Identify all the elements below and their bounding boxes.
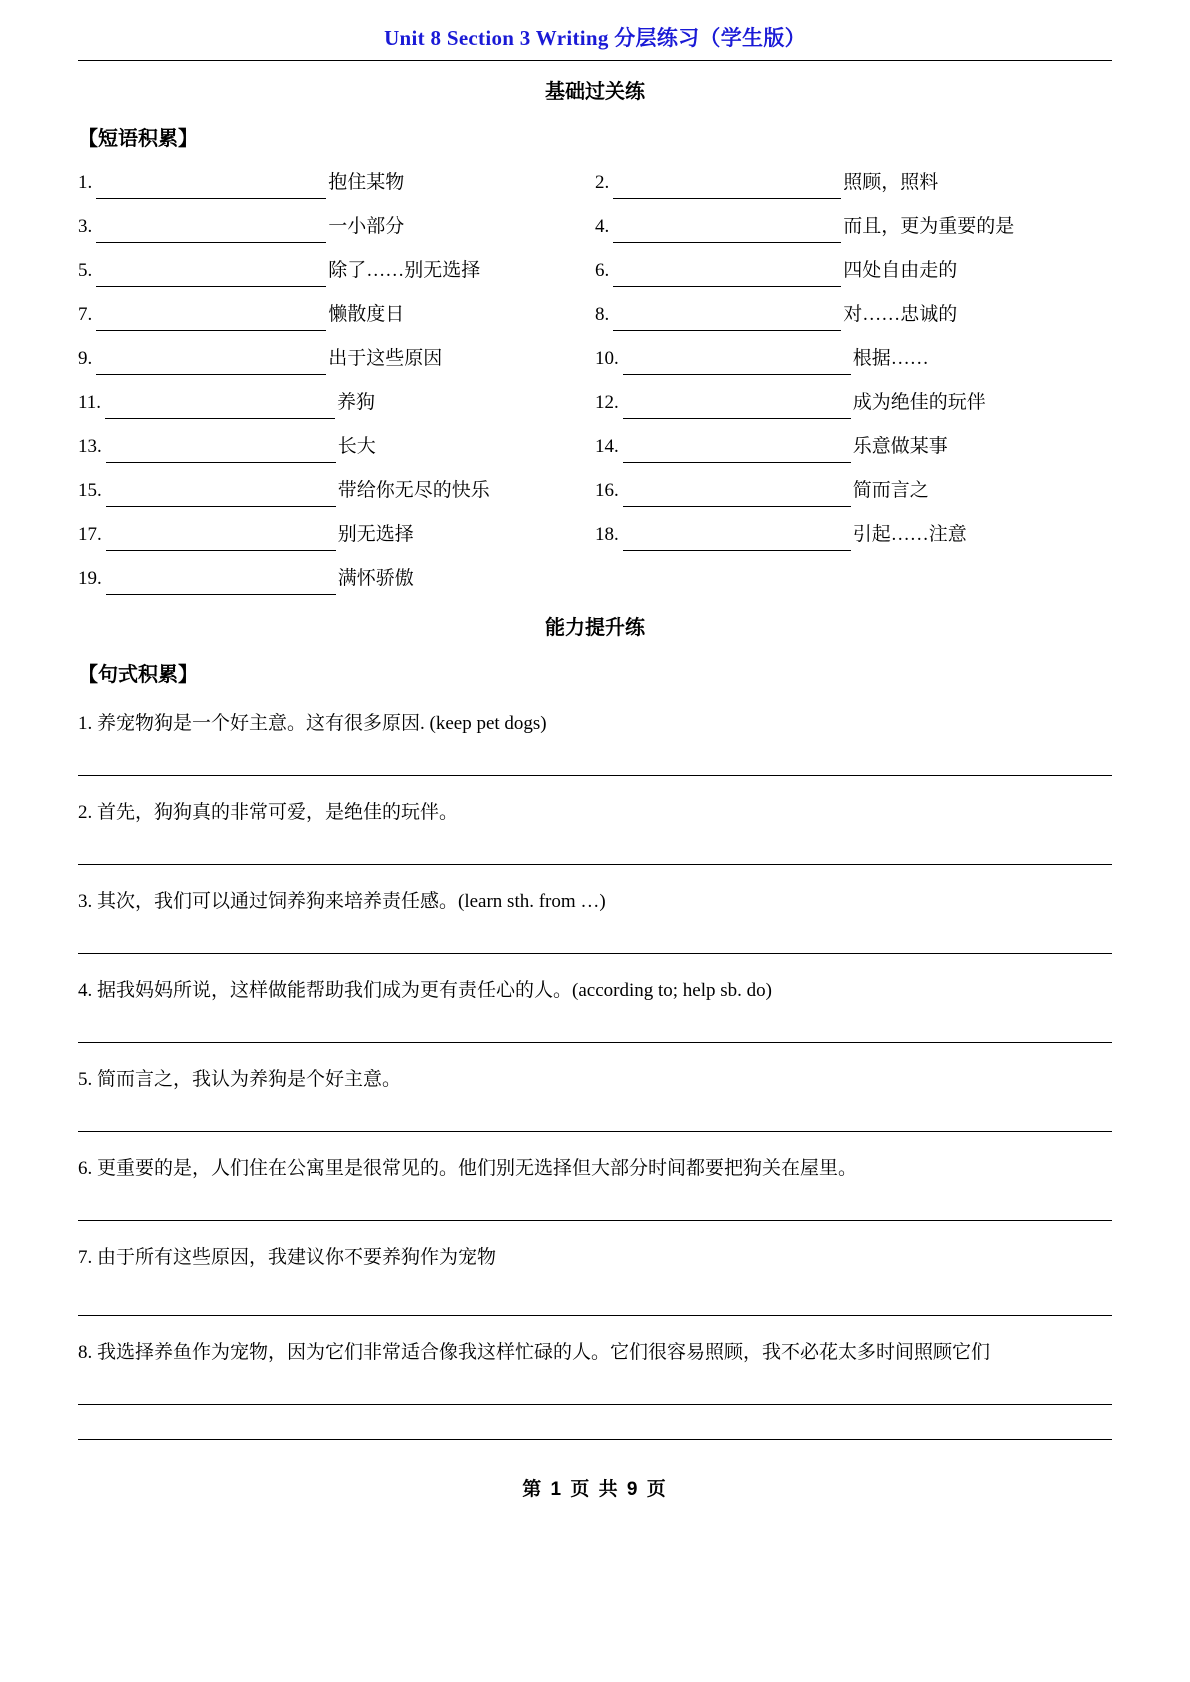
- phrase-chinese: 长大: [337, 436, 376, 457]
- section-heading-basic: 基础过关练: [545, 81, 645, 103]
- phrase-number: 6.: [595, 260, 610, 281]
- phrase-cell: [78, 513, 595, 557]
- phrase-chinese: 懒散度日: [328, 304, 405, 325]
- list-item: [78, 161, 595, 205]
- phrase-row: [78, 425, 1112, 469]
- phrase-cell: [78, 557, 595, 601]
- phrase-number: 15.: [78, 480, 102, 501]
- list-item: [78, 337, 595, 381]
- sentence-answer-blank[interactable]: [78, 864, 1112, 865]
- phrase-answer-blank[interactable]: [106, 480, 336, 507]
- phrase-chinese: 出于这些原因: [328, 348, 443, 369]
- list-item: [78, 425, 595, 469]
- phrase-cell: [595, 161, 1112, 205]
- phrase-answer-blank[interactable]: [106, 568, 336, 595]
- phrase-number: 10.: [595, 348, 619, 369]
- list-item: [595, 513, 1112, 557]
- phrase-answer-blank[interactable]: [96, 260, 326, 287]
- phrase-answer-blank[interactable]: [613, 216, 841, 243]
- group-heading-sentences: 【句式积累】: [78, 664, 198, 686]
- list-item: [595, 469, 1112, 513]
- page-footer: 第 1 页 共 9 页: [522, 1479, 668, 1500]
- title-divider: [78, 60, 1112, 61]
- list-item: [595, 425, 1112, 469]
- phrase-row: [78, 205, 1112, 249]
- sentence-answer-blank[interactable]: [78, 1131, 1112, 1132]
- sentence-answer-blank[interactable]: [78, 1042, 1112, 1043]
- phrase-answer-blank[interactable]: [613, 260, 841, 287]
- phrase-chinese: 四处自由走的: [843, 260, 958, 281]
- phrase-chinese: 抱住某物: [328, 172, 405, 193]
- phrase-chinese: 而且，更为重要的是: [843, 216, 1015, 237]
- phrase-chinese: 根据……: [852, 348, 929, 369]
- phrase-answer-blank[interactable]: [96, 216, 326, 243]
- phrase-cell: [78, 205, 595, 249]
- list-item: [595, 205, 1112, 249]
- phrase-chinese: 照顾，照料: [843, 172, 939, 193]
- sentence-answer-blank[interactable]: [78, 775, 1112, 776]
- group-heading-phrases: 【短语积累】: [78, 128, 198, 150]
- sentence-prompt: 3. 其次，我们可以通过饲养狗来培养责任感。(learn sth. from …): [78, 891, 606, 912]
- phrase-chinese: 除了……别无选择: [328, 260, 481, 281]
- phrase-chinese: 引起……注意: [852, 524, 967, 545]
- phrase-cell: [78, 249, 595, 293]
- phrase-answer-blank[interactable]: [96, 172, 326, 199]
- phrase-number: 7.: [78, 304, 93, 325]
- phrase-cell: [595, 381, 1112, 425]
- list-item: [595, 293, 1112, 337]
- list-item: [78, 249, 595, 293]
- phrase-number: 18.: [595, 524, 619, 545]
- phrase-number: 12.: [595, 392, 619, 413]
- phrase-number: 11.: [78, 392, 102, 413]
- phrase-number: 17.: [78, 524, 102, 545]
- sentence-prompt: 8. 我选择养鱼作为宠物，因为它们非常适合像我这样忙碌的人。它们很容易照顾，我不必花太多时间照顾它们: [78, 1342, 991, 1363]
- phrase-list: [78, 161, 1112, 601]
- phrase-cell: [78, 469, 595, 513]
- sentence-prompt: 7. 由于所有这些原因，我建议你不要养狗作为宠物: [78, 1247, 497, 1268]
- phrase-chinese: 满怀骄傲: [337, 568, 414, 589]
- sentence-prompt: 6. 更重要的是，人们住在公寓里是很常见的。他们别无选择但大部分时间都要把狗关在屋里。: [78, 1158, 858, 1179]
- phrase-number: 16.: [595, 480, 619, 501]
- phrase-number: 13.: [78, 436, 102, 457]
- phrase-cell: [595, 469, 1112, 513]
- sentence-answer-blank[interactable]: [78, 1404, 1112, 1405]
- phrase-cell: [78, 381, 595, 425]
- phrase-number: 19.: [78, 568, 102, 589]
- phrase-row: [78, 161, 1112, 205]
- phrase-chinese: 对……忠诚的: [843, 304, 958, 325]
- phrase-answer-blank[interactable]: [623, 436, 851, 463]
- phrase-chinese: 简而言之: [852, 480, 929, 501]
- list-item: [595, 249, 1112, 293]
- sentence-prompt: 2. 首先，狗狗真的非常可爱，是绝佳的玩伴。: [78, 802, 459, 823]
- phrase-chinese: 一小部分: [328, 216, 405, 237]
- phrase-answer-blank[interactable]: [623, 392, 851, 419]
- phrase-number: 14.: [595, 436, 619, 457]
- phrase-answer-blank[interactable]: [106, 436, 336, 463]
- phrase-row: [78, 293, 1112, 337]
- phrase-row: [78, 557, 1112, 601]
- phrase-answer-blank[interactable]: [623, 524, 851, 551]
- phrase-chinese: 别无选择: [337, 524, 414, 545]
- list-item: [78, 205, 595, 249]
- phrase-cell: [78, 337, 595, 381]
- section-heading-advanced: 能力提升练: [545, 617, 645, 639]
- list-item: [78, 293, 595, 337]
- phrase-chinese: 养狗: [337, 392, 376, 413]
- phrase-cell: [595, 337, 1112, 381]
- phrase-cell: [78, 161, 595, 205]
- phrase-number: 3.: [78, 216, 93, 237]
- list-item: [595, 381, 1112, 425]
- sentence-prompt: 5. 简而言之，我认为养狗是个好主意。: [78, 1069, 402, 1090]
- phrase-cell: [595, 249, 1112, 293]
- phrase-number: 4.: [595, 216, 610, 237]
- phrase-row: [78, 249, 1112, 293]
- list-item: [78, 469, 595, 513]
- list-item: [595, 161, 1112, 205]
- phrase-cell: [78, 425, 595, 469]
- phrase-number: 5.: [78, 260, 93, 281]
- phrase-number: 1.: [78, 172, 93, 193]
- phrase-answer-blank[interactable]: [623, 348, 851, 375]
- phrase-chinese: 成为绝佳的玩伴: [852, 392, 986, 413]
- list-item: [78, 513, 595, 557]
- phrase-answer-blank[interactable]: [96, 304, 326, 331]
- page-title: Unit 8 Section 3 Writing 分层练习（学生版）: [384, 26, 806, 50]
- phrase-number: 8.: [595, 304, 610, 325]
- phrase-cell: [595, 557, 1112, 601]
- phrase-row: [78, 469, 1112, 513]
- phrase-answer-blank[interactable]: [613, 304, 841, 331]
- phrase-answer-blank[interactable]: [96, 348, 326, 375]
- phrase-answer-blank[interactable]: [106, 524, 336, 551]
- phrase-row: [78, 337, 1112, 381]
- sentence-prompt: 4. 据我妈妈所说，这样做能帮助我们成为更有责任心的人。(according to; help sb. do): [78, 980, 772, 1001]
- phrase-number: 9.: [78, 348, 93, 369]
- sentence-prompt: 1. 养宠物狗是一个好主意。这有很多原因. (keep pet dogs): [78, 713, 547, 734]
- phrase-cell: [595, 513, 1112, 557]
- phrase-answer-blank[interactable]: [613, 172, 841, 199]
- sentence-answer-blank[interactable]: [78, 1315, 1112, 1316]
- phrase-cell: [595, 205, 1112, 249]
- phrase-chinese: 带给你无尽的快乐: [337, 480, 490, 501]
- phrase-number: 2.: [595, 172, 610, 193]
- phrase-cell: [595, 425, 1112, 469]
- phrase-cell: [78, 293, 595, 337]
- sentence-answer-blank[interactable]: [78, 953, 1112, 954]
- phrase-answer-blank[interactable]: [623, 480, 851, 507]
- list-item: [78, 381, 595, 425]
- phrase-row: [78, 381, 1112, 425]
- phrase-row: [78, 513, 1112, 557]
- sentence-list: [78, 707, 1112, 1440]
- list-item: [595, 337, 1112, 381]
- phrase-chinese: 乐意做某事: [852, 436, 948, 457]
- phrase-cell: [595, 293, 1112, 337]
- phrase-answer-blank[interactable]: [105, 392, 335, 419]
- list-item: [78, 557, 595, 601]
- sentence-answer-blank[interactable]: [78, 1220, 1112, 1221]
